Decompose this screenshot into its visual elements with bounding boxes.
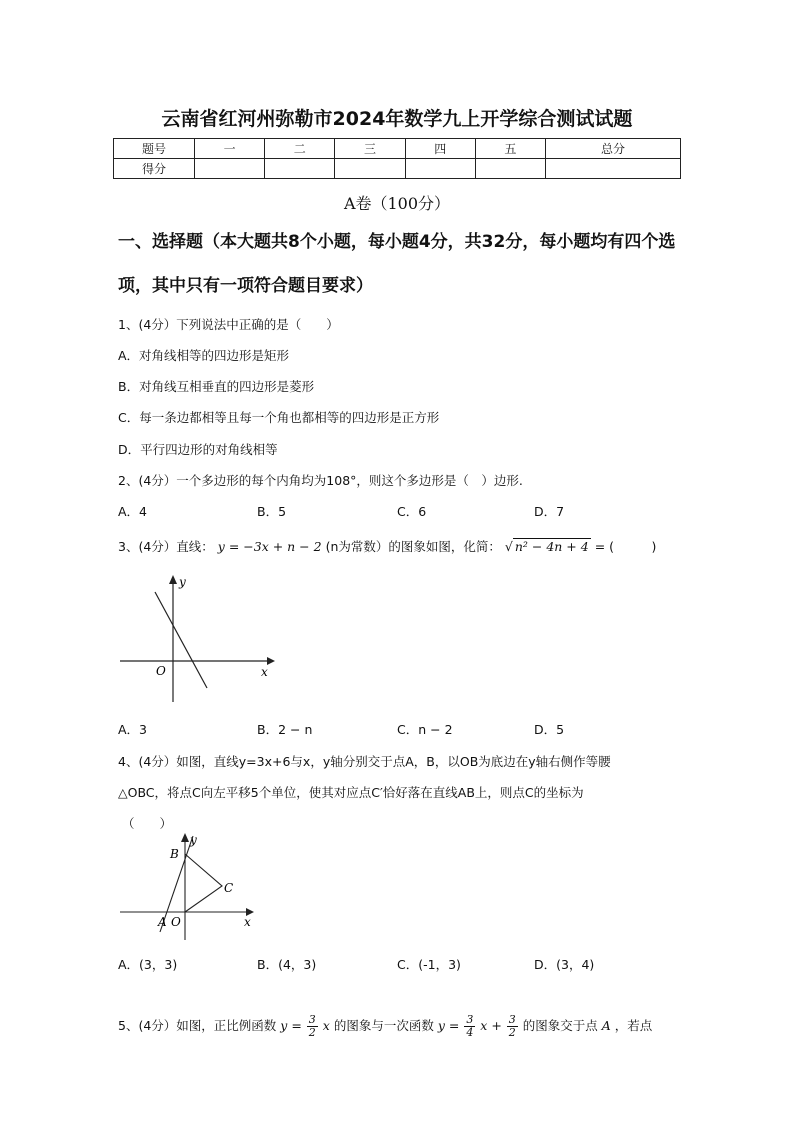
q5-f2-den: 4	[466, 1026, 474, 1039]
q3-option-d[interactable]: D．5	[534, 722, 565, 737]
score-table-header-row	[114, 139, 681, 159]
q5-f1-post: x	[322, 1018, 330, 1033]
q4-option-d[interactable]: D．(3，4)	[534, 957, 595, 972]
q3-origin-label: O	[156, 664, 166, 678]
q3-stem-pre: 3、(4分）直线：	[118, 539, 214, 554]
section-a-title: A卷（100分）	[343, 194, 451, 213]
q4-y-label: y	[190, 833, 197, 847]
q5-point: A	[601, 1018, 611, 1033]
q3-radical: √ n² − 4n + 4	[504, 539, 589, 554]
q4-a-label: A	[158, 915, 167, 929]
score-header-cell: 四	[405, 139, 475, 159]
q4-triangle-obc	[185, 854, 222, 912]
q3-x-label: x	[261, 665, 268, 679]
q3-formula: y = −3x + n − 2	[217, 539, 322, 554]
q3-stem-post: = ( )	[594, 539, 657, 554]
q5-f2-pre: y =	[437, 1018, 460, 1033]
q3-option-b[interactable]: B．2 − n	[257, 722, 313, 737]
q2-option-c[interactable]: C．6	[397, 504, 427, 519]
q5-f1-fraction	[307, 1014, 318, 1039]
q4-origin-label: O	[171, 915, 181, 929]
score-header-cell: 一	[195, 139, 265, 159]
q3-stem-mid: (n为常数）的图象如图，化简：	[325, 539, 501, 554]
q1-option-a[interactable]: A．对角线相等的四边形是矩形	[118, 348, 290, 363]
q4-stem-line1: 4、(4分）如图，直线y=3x+6与x，y轴分别交于点A，B，以OB为底边在y轴右侧作等腰	[118, 754, 611, 769]
score-cell[interactable]	[405, 159, 475, 179]
q5-f2-num2: 3	[508, 1013, 516, 1026]
score-row-label: 得分	[114, 159, 195, 179]
exam-title: 云南省红河州弥勒市2024年数学九上开学综合测试试题	[161, 108, 633, 130]
score-header-cell: 二	[265, 139, 335, 159]
q4-option-a[interactable]: A．(3，3)	[118, 957, 178, 972]
q2-option-a[interactable]: A．4	[118, 504, 148, 519]
q5-f1-pre: y =	[280, 1018, 302, 1033]
q3-option-a[interactable]: A．3	[118, 722, 148, 737]
score-header-cell: 总分	[546, 139, 681, 159]
q3-figure	[115, 572, 275, 707]
q5-f2-num: 3	[466, 1013, 474, 1026]
q3-option-c[interactable]: C．n − 2	[397, 722, 453, 737]
q5-f2-mid: x +	[480, 1018, 502, 1033]
q4-figure	[118, 832, 254, 942]
score-cell[interactable]	[195, 159, 265, 179]
score-header-cell: 三	[335, 139, 405, 159]
q3-stem	[118, 537, 656, 555]
score-cell[interactable]	[335, 159, 405, 179]
score-table-row	[114, 159, 681, 179]
q5-f2-fraction2	[507, 1014, 518, 1039]
q4-option-c[interactable]: C．(-1，3)	[397, 957, 461, 972]
q5-f2-fraction	[464, 1014, 475, 1039]
q2-option-b[interactable]: B．5	[257, 504, 287, 519]
q5-stem-post: 的图象交于点	[522, 1018, 598, 1033]
q2-option-d[interactable]: D．7	[534, 504, 565, 519]
q4-option-b[interactable]: B．(4，3)	[257, 957, 317, 972]
q1-stem: 1、(4分）下列说法中正确的是（ ）	[118, 317, 339, 332]
q5-f1-den: 2	[308, 1026, 316, 1039]
q4-b-label: B	[170, 847, 179, 861]
q1-option-b[interactable]: B．对角线互相垂直的四边形是菱形	[118, 379, 315, 394]
q5-stem-pre: 5、(4分）如图，正比例函数	[118, 1018, 277, 1033]
q5-f2-den2: 2	[508, 1026, 516, 1039]
q4-stem-line3: （ ）	[122, 816, 173, 831]
q4-x-label: x	[244, 915, 251, 929]
part1-heading: 一、选择题（本大题共8个小题，每小题4分，共32分，每小题均有四个选项，其中只有一项符合题目要求）	[118, 232, 676, 296]
q3-radicand: n² − 4n + 4	[514, 539, 589, 554]
score-header-cell: 五	[475, 139, 545, 159]
q5-stem-tail: ，若点	[614, 1018, 653, 1033]
q2-stem: 2、(4分）一个多边形的每个内角均为108°，则这个多边形是（ ）边形.	[118, 473, 523, 488]
q4-y-arrow	[181, 833, 189, 842]
q3-y-label: y	[179, 575, 186, 589]
score-cell[interactable]	[265, 159, 335, 179]
q3-x-arrow	[267, 657, 275, 665]
q1-option-c[interactable]: C．每一条边都相等且每一个角也都相等的四边形是正方形	[118, 410, 440, 425]
q5-stem-mid: 的图象与一次函数	[333, 1018, 434, 1033]
q1-option-d[interactable]: D．平行四边形的对角线相等	[118, 442, 278, 457]
score-header-cell: 题号	[114, 139, 195, 159]
score-cell[interactable]	[546, 159, 681, 179]
score-table	[113, 138, 681, 179]
q3-y-arrow	[169, 575, 177, 584]
q5-stem	[118, 1014, 652, 1039]
q4-c-label: C	[224, 881, 234, 895]
score-cell[interactable]	[475, 159, 545, 179]
q4-stem-line2: △OBC，将点C向左平移5个单位，使其对应点C′恰好落在直线AB上，则点C的坐标为	[118, 785, 584, 800]
q5-f1-num: 3	[308, 1013, 316, 1026]
